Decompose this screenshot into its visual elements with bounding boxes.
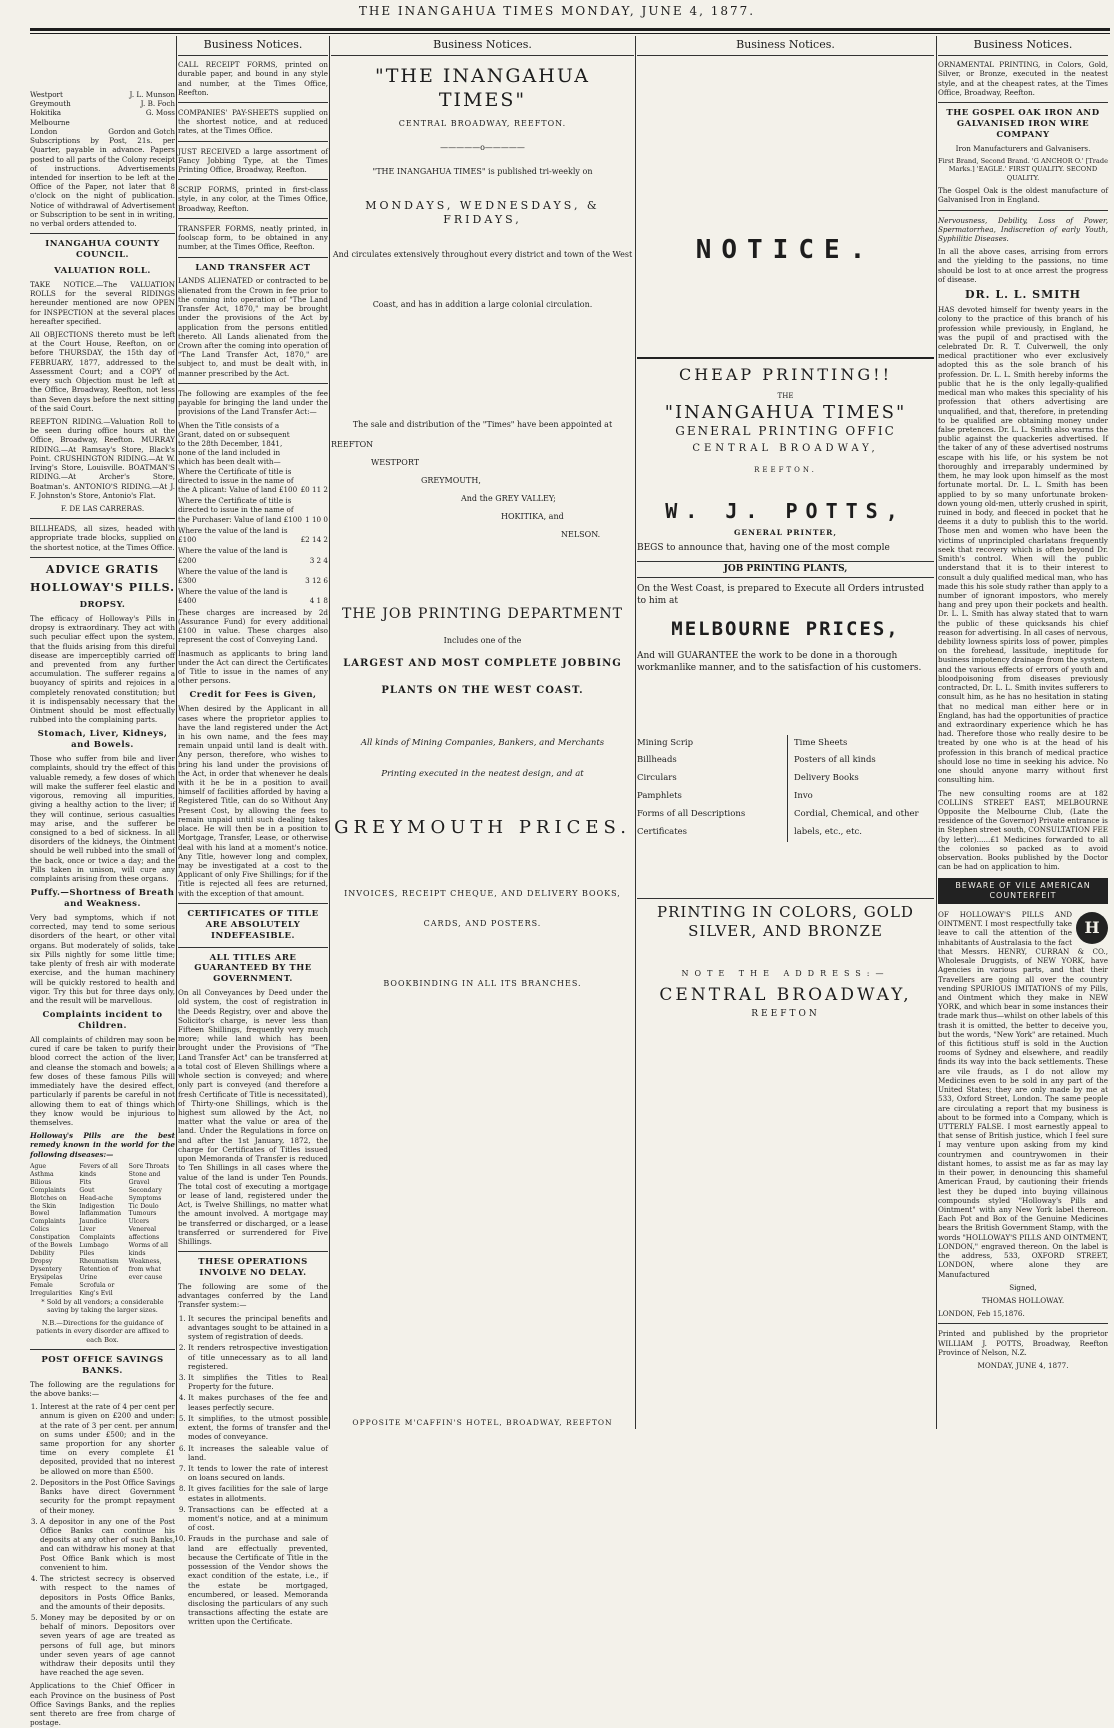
potts-name: W. J. POTTS, [665, 498, 906, 523]
fee-text: Where the value of the land is £100 [178, 525, 288, 545]
cards-text: CARDS, AND POSTERS. [423, 919, 542, 929]
holloway-date: LONDON, Feb 15,1876. [938, 1309, 1025, 1319]
disease-item: Stone and Gravel [128, 1170, 161, 1186]
fee-row [178, 421, 328, 495]
column-divider [635, 36, 636, 1429]
printer-title: GENERAL PRINTER, [733, 527, 837, 537]
certificates-heading: CERTIFICATES OF TITLE ARE ABSOLUTELY INDEFEASIBLE. [187, 908, 319, 941]
disease-item: Weakness, from what ever cause [128, 1258, 163, 1281]
column-1 [30, 36, 176, 1728]
agent-place: Melbourne [30, 117, 70, 127]
children-heading: Complaints incident to Children. [42, 1010, 163, 1032]
disease-item: Dropsy [30, 1258, 53, 1266]
rule-item: 2. Depositors in the Post Office Savings Banks have direct Government security for the prompt repayment of their money. [40, 1478, 175, 1515]
children-text: All complaints of children may soon be cured if care be taken to purify their blood correct the action of the liver, and cleanse the stomach and bowels; a few doses of these famous Pills will immediately have the desired effect, particularly if parents be careful in not allowing them to eat of things which they know would be injurious to themselves. [30, 1034, 175, 1127]
fee-row [178, 567, 328, 585]
scrip-forms-ad: SCRIP FORMS, printed in first-class style, in any color, at the Times Office, Broadway, Reefton. [178, 185, 328, 213]
bookbinding-text: BOOKBINDING IN ALL ITS BRANCHES. [383, 979, 582, 989]
printing-office: GENERAL PRINTING OFFIC [675, 423, 896, 438]
disease-item: Bilious Complaints [30, 1178, 66, 1194]
guaranteed-text: On all Conveyances by Deed under the old system, the cost of registration in the Deeds Registry, over and above the Solicitor's charge, is never less than Fifteen Shillings, frequently very much more; while land which has been brought under the Provisions of "The Land Transfer Act" can be transferred at a total cost of Eleven Shillings where a whole section is conveyed; and where only part is conveyed (and therefore a fresh Certificate of Title is necessitated), of Thirty-one Shillings, which is the highest sum allowed by the Act, no matter what the value or area of the land. Under the Regulations in force on and after the 1st January, 1872, the charge for Certificates of Titles issued upon Memoranda of Transfer is reduced to Ten Shillings in all cases where the value of the land is under Ten Pounds. The total cost of executing a mortgage or lease of land, registered under the Act, is Twelve Shillings, no matter what the amount involved. A mortgage may be transferred or discharged, or a lease transferred or surrendered for Five Shillings. [178, 988, 328, 1247]
address-street: CENTRAL BROADWAY, [659, 985, 912, 1006]
rule-item: 4. The strictest secrecy is observed with respect to the names of depositors in Posts Office Banks, and the amounts of their deposits. [40, 1574, 175, 1611]
west-coast-text: On the West Coast, is prepared to Execute all Orders intrusted to him at [637, 584, 925, 606]
disease-item: Constipation of the Bowels [30, 1234, 73, 1250]
puffy-text: Very bad symptoms, which if not corrected, may tend to some serious disorders of the heart, or other vital organs. But moderately of solids, take six Pills nightly for some little time; take plenty of fresh air with moderate exercise, and the human machinery will be quickly restored to health and vigor. Try this but for three days only, and the result will be marvellous. [30, 913, 175, 1005]
disease-item: Ague [30, 1162, 47, 1170]
agents-list [30, 90, 175, 136]
nervous-text: In all the above cases, arrising from errors and the yielding to the passions, no time should be lost to at once arrest the progress of disease. [938, 247, 1108, 284]
remedy-heading: Holloway's Pills are the best remedy known in the world for the following diseases:— [30, 1131, 175, 1159]
agent-place: Westport [30, 90, 63, 99]
distribution-places [331, 440, 634, 560]
product-item: Billheads [637, 755, 677, 766]
post-office-rules [30, 1402, 175, 1677]
inasmuch-text: Inasmuch as applicants to bring land under the Act can direct the Certificates of Title to issue in the names of any other persons. [178, 648, 328, 686]
disease-item: Piles [79, 1250, 95, 1258]
post-office-heading: POST OFFICE SAVINGS BANKS. [41, 1354, 164, 1376]
column-2 [178, 36, 328, 1627]
brands-text: First Brand, Second Brand. 'G ANCHOR O.' [Trade Marks.] 'EAGLE.' FIRST QUALITY. SECOND QUALITY. [938, 156, 1108, 182]
fee-text: When the Title consists of a Grant, dated on or subsequent to the 28th December, 1841, none of the land included in which has been dealt with—Where the Certificate of title is directed to issue in the name of the A plicant: Value of land £100 [178, 420, 298, 495]
council-signature: F. DE LAS CARRERAS. [60, 503, 145, 513]
council-heading: INANGAHUA COUNTY COUNCIL. [45, 239, 160, 261]
advantages-list [178, 1314, 328, 1627]
cheap-printing-heading: CHEAP PRINTING!! [637, 357, 934, 385]
product-item: Pamphlets [637, 791, 682, 802]
disease-item: Fits [79, 1178, 92, 1186]
rooms-text: The new consulting rooms are at 182 COLLINS STREET EAST, MELBOURNE Opposite the Melbourne Club, (Late the residence of the Governor) Private entrance is in Stephen street south, CONSULTATION FEE (by letter)......£1 Medicines forwarded to all the colonies so packed as to avoid observation. Books published by the Doctor can be had on application to him. [938, 788, 1108, 872]
agent-place: Hokitika [30, 108, 62, 118]
fee-text: Where the value of the land is £400 [178, 587, 288, 606]
office-town: REEFTON. [754, 465, 817, 474]
job-plants-heading: JOB PRINTING PLANTS, [637, 561, 934, 579]
executed-text: Printing executed in the neatest design, and at [381, 768, 584, 779]
distribution-place: GREYMOUTH, [421, 476, 481, 486]
nervous-heading: Nervousness, Debility, Loss of Power, Spermatorrhea, Indiscretion of early Youth, Syphilitic Diseases. [938, 215, 1108, 243]
agent-row [30, 118, 175, 127]
issue-date: MONDAY, JUNE 4, 1877. [977, 1361, 1069, 1371]
advantage-item: 9. Transactions can be effected at a moment's notice, and at a minimum of cost. [188, 1505, 328, 1533]
agent-row [30, 99, 175, 108]
credit-heading: Credit for Fees is Given, [189, 690, 317, 701]
agent-row [30, 108, 175, 117]
notice-heading: NOTICE. [695, 235, 876, 266]
transfer-forms-ad: TRANSFER FORMS, neatly printed, in foolscap form, to be obtained in any number, at the Times Office, Reefton. [178, 223, 328, 252]
sold-note: * Sold by all vendors; a considerable saving by taking the larger sizes. [41, 1297, 164, 1315]
product-item: Forms of all Descriptions [637, 808, 746, 819]
valuation-heading: VALUATION ROLL. [54, 266, 151, 277]
printed-by: Printed and published by the proprietor WILLIAM J. POTTS, Broadway, Reefton Province of Nelson, N.Z. [938, 1329, 1108, 1357]
distribution-place: WESTPORT [371, 458, 420, 468]
disease-item: Secondary Symptoms [128, 1186, 162, 1202]
fee-amount: £2 14 2 [300, 535, 328, 545]
disease-item: Blotches on the Skin [30, 1194, 67, 1210]
subscription-terms: Subscriptions by Post, 21s. per Quarter, payable in advance. Papers posted to all parts of the Colony receipt of instructions. Advertisements intended for insertion to be left at the Office of the Paper, not later that 8 o'clock on the night of publication. Notice of withdrawal of Advertisement or Subscription to be sent in in writing, no verbal orders attended to. [30, 136, 176, 229]
advantage-item: 6. It increases the saleable value of land. [188, 1444, 328, 1462]
melbourne-prices: MELBOURNE PRICES, [671, 618, 900, 641]
smith-heading: DR. L. L. SMITH [965, 288, 1081, 302]
disease-item: Rheumatism [79, 1258, 119, 1266]
fee-amount: 4 1 8 [309, 596, 328, 606]
operations-heading: THESE OPERATIONS INVOLVE NO DELAY. [198, 1257, 308, 1279]
paper-title: "THE INANGAHUA TIMES" [375, 65, 590, 112]
fee-text: Where the value of the land is £300 [178, 566, 288, 586]
top-rule-thin [30, 33, 1110, 34]
disease-item: Inflammation [79, 1210, 122, 1218]
top-rule [30, 28, 1110, 31]
guarantee-text: And will GUARANTEE the work to be done in a thorough workmanlike manner, and to the satisfaction of his customers. [637, 651, 922, 673]
operations-intro: The following are some of the advantages conferred by the Land Transfer system:— [178, 1282, 328, 1310]
guaranteed-heading: ALL TITLES ARE GUARANTEED BY THE GOVERNMENT. [194, 952, 312, 985]
agent-row [30, 90, 175, 99]
fee-row [178, 546, 328, 564]
the-label: THE [777, 391, 794, 400]
disease-item: Jaundice [79, 1218, 107, 1226]
oldest-text: The Gospel Oak is the oldest manufacture of Galvanised Iron in England. [938, 186, 1108, 205]
column-5 [938, 36, 1108, 1433]
advantage-item: 7. It tends to lower the rate of interest on loans secured on lands. [188, 1464, 328, 1482]
column-divider [936, 36, 937, 1429]
advantage-item: 2. It renders retrospective investigation of title unnecessary as to all land registered. [188, 1343, 328, 1371]
holloway-trademark-icon: H [1076, 912, 1108, 944]
beware-banner: BEWARE OF VILE AMERICAN COUNTERFEIT [938, 878, 1108, 904]
distribution-place: And the GREY VALLEY; [461, 494, 556, 504]
iron-text: Iron Manufacturers and Galvanisers. [955, 143, 1091, 153]
objections-text: All OBJECTIONS thereto must be left at the Court House, Reefton, on or before THURSDAY, the 15th day of FEBRUARY, 1877, addressed to the Assessment Court; and a COPY of every such Objection must be left at the Office, Broadway, Reefton, not less than Seven days before the next sitting of the said Court. [30, 330, 175, 413]
product-item: Time Sheets [794, 737, 848, 748]
land-transfer-heading: LAND TRANSFER ACT [195, 262, 311, 273]
post-office-intro: The following are the regulations for the above banks:— [30, 1379, 175, 1398]
fee-amount: 1 10 0 [305, 514, 328, 524]
fee-text: Where the Certificate of title is directed to issue in the name of the Purchaser: Value of land £100 [178, 496, 302, 524]
smith-text: HAS devoted himself for twenty years in the colony to the practice of this branch of his profession while previously, in England, he was the pupil of and practised with the celebrated Dr. R. T. Culverwell, the only medical practitioner who ever exclusively adopted this as the sole branch of his profession. Dr. L. L. Smith hereby informs the public that he is the only legally-qualified medical man who makes this speciality of his profession that others advertising are unqualified, and that, therefore, in pretending to be qualified are obtaining money under false pretences. Dr. L. L. Smith also warns the public against the quackeries advertised. If the taker of any of these advertised nostrums escape with his life, or his system be not thoroughly and irreparably undermined by them, he may look upon himself as the most fortunate mortal. Dr. L. L. Smith has been applied to by so many unfortunate broken-down young old-men, utterly crushed in spirit, ruined in body, and fleeced in pocket that he deems it a duty to publish this to the world. Those men and women who have been the victims of unprincipled charlatans frequently seek that recovery which is often beyond Dr. Smith's control. When will the public understand that it is to their interest to consult a duly qualified medical man, who has made this his sole study rather than apply to a number of ignorant impostors, who merely hang and prey upon their pockets and health. Dr. L. L. Smith has alway stated that to warn the public of these quicksands his chief reason for advertising. In all cases of nervous, debility lowness spirits loss of power, pimples on the forehead, lassitude, ineptitude for business impotency drainage from the system, and the various effects of errors of youth and bloodpoisoning from diseases previously contracted, Dr. L. L. Smith invites sufferers to consult him, as he has no hesitation in stating that no medical man either here or in England, has had the opportunities of practice and extraordinary experience which he has had. Therefore those who really desire to be treated by one who is at the head of his profession in this branch of medical practice should lose no time in seeking his advice. No one should anyone marry without first consulting him. [938, 305, 1108, 785]
paper-address: CENTRAL BROADWAY, REEFTON. [398, 118, 567, 128]
agent-place: Greymouth [30, 99, 71, 109]
advice-heading: ADVICE GRATIS [45, 562, 160, 576]
puffy-heading: Puffy.—Shortness of Breath and Weakness. [30, 888, 175, 910]
post-office-applications: Applications to the Chief Officer in each Province on the business of Post Office Savings Banks, and the replies sent thereto are free from charge of postage. [30, 1681, 175, 1728]
job-printing-heading: THE JOB PRINTING DEPARTMENT [341, 606, 623, 623]
advantage-item: 1. It secures the principal benefits and advantages sought to be attained in a system of registration of deeds. [188, 1314, 328, 1342]
note-address: NOTE THE ADDRESS:— [681, 968, 890, 978]
distribution-place: REEFTON [331, 440, 374, 450]
product-item: Certificates [637, 826, 688, 837]
disease-item: Tumours [128, 1210, 157, 1218]
fee-row [178, 587, 328, 605]
disease-item: Sore Throats [128, 1162, 170, 1170]
disease-item: Erysipelas [30, 1273, 63, 1281]
largest-text: LARGEST AND MOST COMPLETE JOBBING [343, 658, 622, 670]
coast-text: Coast, and has in addition a large colonial circulation. [372, 299, 593, 309]
disease-item: Liver Complaints [79, 1226, 115, 1242]
disease-item: Fevers of all kinds [79, 1162, 118, 1178]
holloway-counterfeit-text: OF HOLLOWAY'S PILLS AND OINTMENT. I most respectfully take leave to call the attention of the inhabitants of Australasia to the fact that Messrs. HENRY, CURRAN & CO., Wholesale Druggists, of NEW YORK, have Agencies in various parts, and that their Travellers are going all over the country vending SPURIOUS IMITATIONS of my Pills, and Ointment which they make in NEW YORK, and which bear in some instances their trade mark thus—whilst on other labels of this trash it is omitted, the better to deceive you, but the words, "New York" are retained. Much of this fictitious stuff is sold in the Auction rooms of Sydney and elsewhere, and readily finds its way into the back settlements. These are vile frauds, as I do not allow my Medicines even to be sold in any part of the United States; they are only made by me at 533, Oxford Street, London. The same people are circulating a report that my business is about to be formed into a Company, which is UTTERLY FALSE. I most earnestly appeal to that sense of British justice, which I feel sure I may venture upon asking from my kind countrymen and countrywomen in their distant homes, to assist me as far as may lay in their power, in denouncing this shameful American Fraud, by cautioning their friends lest they be duped into buying villainous compounds styled "Holloway's Pills and Ointment" with any New York label thereon. Each Pot and Box of the Genuine Medicines bears the British Government Stamp, with the words "HOLLOWAY'S PILLS AND OINTMENT, LONDON," engraved thereon. On the label is the address, 533, OXFORD STREET, LONDON, where alone they are Manufactured [938, 909, 1108, 1279]
stomach-heading: Stomach, Liver, Kidneys, and Bowels. [37, 729, 168, 751]
fees-intro: The following are examples of the fee payable for bringing the land under the provisions of the Land Transfer Act:— [178, 388, 328, 417]
begs-text: BEGS to announce that, having one of the most comple [637, 543, 890, 554]
kinds-text: All kinds of Mining Companies, Bankers, and Merchants [360, 738, 605, 748]
disease-item: Scrofula or King's Evil [79, 1281, 115, 1297]
address-footer: OPPOSITE M'CAFFIN'S HOTEL, BROADWAY, REEFTON [352, 1418, 613, 1427]
address-town: REEFTON [751, 1008, 820, 1019]
billheads-ad: BILLHEADS, all sizes, headed with appropriate trade blocks, supplied on the shortest notice, at the Times Office. [30, 524, 175, 552]
product-item: Invo [794, 791, 813, 802]
column-divider [176, 36, 177, 1429]
holloway-name: THOMAS HOLLOWAY. [981, 1295, 1065, 1305]
disease-item: Lumbago [79, 1242, 109, 1250]
column-heading: Business Notices. [331, 36, 634, 56]
column-heading: Business Notices. [637, 36, 934, 56]
agent-name: G. Moss [145, 108, 175, 118]
land-transfer-text: LANDS ALIENATED or contracted to be alienated from the Crown in fee prior to the coming into operation of "The Land Transfer Act, 1870," may be brought under the provisions of the Act by application from the persons entitled thereto. All Lands alienated from the Crown after the coming into operation of "The Land Transfer Act, 1870," are subject to, and must be dealt with, in manner prescribed by the Act. [178, 276, 328, 378]
pay-sheets-ad: COMPANIES' PAY-SHEETS supplied on the shortest notice, and at reduced rates, at the Times Office. [178, 107, 328, 136]
disease-item: Bowel Complaints [30, 1210, 66, 1226]
includes-text: Includes one of the [443, 636, 522, 646]
disease-list [30, 1163, 175, 1298]
call-receipt-ad: CALL RECEIPT FORMS, printed on durable paper, and bound in any style and number, at the Times Office, Reefton. [178, 60, 328, 97]
agent-name: J. B. Foch [140, 99, 175, 109]
rule-item: 1. Interest at the rate of 4 per cent per annum is given on £200 and under: at the rate of 3 per cent. per annum on sums under £500; and in the same proportion for any shorter time on every complete £1 deposited, provided that no interest be allowed on more than £500. [40, 1402, 175, 1476]
disease-item: Dysentery [30, 1266, 62, 1273]
advantage-item: 3. It simplifies the Titles to Real Property for the future. [188, 1373, 328, 1391]
colors-heading: PRINTING IN COLORS, GOLD SILVER, AND BRONZE [637, 898, 934, 941]
advantage-item: 10. Frauds in the purchase and sale of land are effectually prevented, because the Certificate of Title in the possession of the Vendor shows the exact condition of the estate, i.e., if the estate be mortgaged, encumbered, or leased. Memoranda disclosing the particulars of any such transactions affecting the estate are written upon the Certificate. [188, 1534, 328, 1626]
product-item: Delivery Books [794, 773, 859, 784]
sale-text: The sale and distribution of the "Times" have been appointed at [352, 420, 613, 430]
distribution-place: HOKITIKA, and [501, 512, 564, 522]
rule-item: 5. Money may be deposited by or on behalf of minors. Depositors over seven years of age are treated as persons of full age, but minors under seven years of age cannot withdraw their deposits until they have reached the age seven. [40, 1613, 175, 1678]
fee-text: Where the value of the land is £200 [178, 546, 288, 565]
dropsy-text: The efficacy of Holloway's Pills in dropsy is extraordinary. They act with such peculiar effect upon the system, that the fluids arising from this direful disease are imperceptibly carried off and prevented from any further accumulation. The sufferer regains a buoyancy of spirits and rejoices in a completely renovated constitution; but it is indispensably necessary that the Ointment should be most effectually rubbed into the complaining parts. [30, 613, 175, 725]
fee-row [178, 526, 328, 544]
ridings-text: REEFTON RIDING.—Valuation Roll to be seen during office hours at the Office, Broadway, Reefton. MURRAY RIDING.—At Ramsay's Store, Black's Point. CRUSHINGTON RIDING.—At W. Irving's Store, Louisville. BOATMAN'S RIDING.—At Archer's Store, Boatman's. ANTONIO'S RIDING.—At J. F. Johnston's Store, Antonio's Flat. [30, 416, 175, 500]
times-title: "INANGAHUA TIMES" [664, 401, 907, 423]
fees-table [178, 421, 328, 606]
holloway-heading: HOLLOWAY'S PILLS. [30, 580, 175, 594]
disease-item: Venereal affections [128, 1226, 160, 1242]
plants-text: PLANTS ON THE WEST COAST. [381, 685, 584, 697]
fee-amount: 3 2 4 [309, 555, 328, 565]
jobbing-type-ad: JUST RECEIVED a large assortment of Fancy Jobbing Type, at the Times Printing Office, Broadway, Reefton. [178, 146, 328, 175]
office-street: CENTRAL BROADWAY, [692, 443, 879, 455]
products-right [787, 735, 919, 842]
invoices-text: INVOICES, RECEIPT CHEQUE, AND DELIVERY BOOKS, [344, 888, 621, 898]
greymouth-prices: GREYMOUTH PRICES. [334, 816, 631, 838]
column-4 [637, 36, 934, 1433]
publication-days: MONDAYS, WEDNESDAYS, & FRIDAYS, [365, 199, 600, 227]
disease-item: Indigestion [79, 1202, 115, 1210]
credit-text: When desired by the Applicant in all cases where the proprietor applies to have the land registered under the Act in his own name, and the fees may remain unpaid until land is dealt with. Any person, therefore, who wishes to bring his land under the provisions of the Act, in order that whenever he deals with it he be in a position to avail himself of facilities afforded by having a Registered Title, can do so Without Any Present Cost, by allowing the fees to remain unpaid until such dealing takes place. He will then be in a position to Mortgage, Transfer, Lease, or otherwise deal with his land at a moment's notice. Any Title, however long and complex, may be investigated at a cost to the Applicant of only Five Shillings; for if the Title is rejected all fees are returned, with the exception of that amount. [178, 704, 328, 898]
disease-item: Gout [79, 1186, 95, 1194]
column-divider [329, 36, 330, 1429]
column-heading: Business Notices. [938, 36, 1108, 56]
product-item: labels, etc., etc. [794, 826, 862, 837]
column-3 [331, 36, 634, 1433]
disease-item: Worms of all kinds [128, 1242, 168, 1258]
disease-item: Asthma [30, 1170, 54, 1178]
product-item: Posters of all kinds [794, 755, 876, 766]
ornament-divider: —————o————— [440, 142, 525, 152]
distribution-place: NELSON. [561, 530, 601, 540]
disease-item: Ulcers [128, 1218, 150, 1226]
fee-amount: 3 12 6 [305, 576, 328, 586]
products-left [637, 735, 787, 842]
advantage-item: 8. It gives facilities for the sale of large estates in allotments. [188, 1484, 328, 1502]
fee-amount: £0 11 2 [300, 485, 328, 495]
agent-place: London [30, 126, 58, 136]
rule-item: 3. A depositor in any one of the Post Office Banks can continue his deposits at any other of such Banks, and can withdraw his money at that Post Office Bank which is most convenient to him. [40, 1517, 175, 1572]
product-item: Circulars [637, 773, 677, 784]
valuation-text: TAKE NOTICE.—The VALUATION ROLLS for the several RIDINGS hereunder mentioned are now OPEN for INSPECTION at the several places hereafter specified. [30, 279, 175, 326]
printing-products [637, 735, 934, 842]
advantage-item: 4. It makes purchases of the fee and leases perfectly secure. [188, 1393, 328, 1411]
disease-item: Female Irregularities [30, 1281, 72, 1297]
disease-item: Debility [30, 1250, 55, 1258]
nb-note: N.B.—Directions for the guidance of patients in every disorder are affixed to each Box. [36, 1318, 169, 1344]
product-item: Mining Scrip [637, 737, 694, 748]
disease-item: Head-ache [79, 1194, 113, 1202]
column-heading: Business Notices. [178, 36, 328, 56]
fee-row [178, 496, 328, 524]
ornamental-ad: ORNAMENTAL PRINTING, in Colors, Gold, Silver, or Bronze, executed in the neatest style, and at the cheapest rates, at the Times Office, Broadway, Reefton. [938, 60, 1108, 97]
agent-row [30, 127, 175, 136]
disease-item: Retention of Urine [79, 1266, 118, 1281]
dropsy-heading: DROPSY. [79, 599, 126, 610]
product-item: Cordial, Chemical, and other [794, 808, 919, 819]
disease-item: Tic Doulo [128, 1202, 159, 1210]
gospel-oak-heading: THE GOSPEL OAK IRON AND GALVANISED IRON WIRE COMPANY [946, 107, 1100, 140]
stomach-text: Those who suffer from bile and liver complaints, should try the effect of this valuable remedy, a few doses of which will make the sufferer feel elastic and vigorous, removing all impurities, giving a healthy action to the liver; if they will continue, serious casualties may arise, and the sufferer be consigned to a bed of sickness. In all disorders of the kidneys, the Ointment should be well rubbed into the small of the back, once or twice a day; and the Pills taken in unison, will cure any complaints arising from these organs. [30, 754, 175, 884]
masthead: THE INANGAHUA TIMES MONDAY, JUNE 4, 1877. [358, 4, 756, 18]
circulates-text: And circulates extensively throughout every district and town of the West [332, 249, 633, 259]
disease-item: Colics [30, 1226, 50, 1234]
published-text: "THE INANGAHUA TIMES" is published tri-weekly on [372, 167, 593, 177]
agent-name: Gordon and Gotch [108, 126, 175, 136]
fees-note: These charges are increased by 2d (Assurance Fund) for every additional £100 in value. These charges also represent the cost of Conveying Land. [178, 607, 328, 645]
signed-label: Signed, [1009, 1282, 1037, 1292]
advantage-item: 5. It simplifies, to the utmost possible extent, the forms of transfer and the modes of conveyance. [188, 1414, 328, 1442]
agent-name: J. L. Munson [129, 90, 175, 99]
